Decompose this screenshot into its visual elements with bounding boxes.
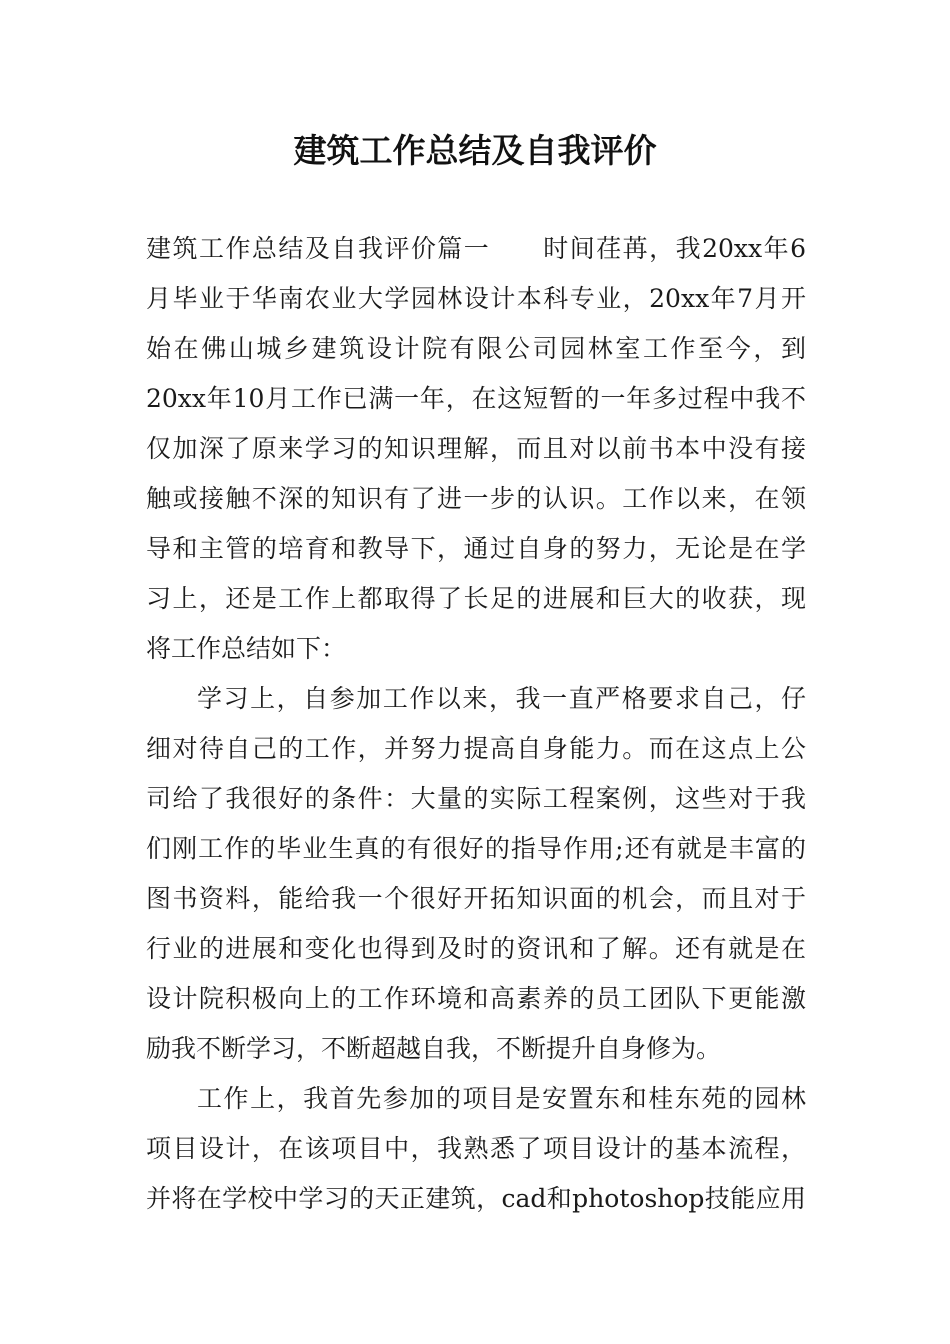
- paragraph-1-line-4: 20xx年10月工作已满一年，在这短暂的一年多过程中我不: [146, 384, 806, 413]
- paragraph-3-line-2: 项目设计，在该项目中，我熟悉了项目设计的基本流程，: [146, 1134, 806, 1163]
- paragraph-2-line-2: 细对待自己的工作，并努力提高自身能力。而在这点上公: [146, 734, 806, 763]
- paragraph-1-line-9: 将工作总结如下：: [146, 634, 347, 663]
- paragraph-2-line-6: 行业的进展和变化也得到及时的资讯和了解。还有就是在: [146, 934, 806, 963]
- paragraph-2-line-7: 设计院积极向上的工作环境和高素养的员工团队下更能激: [146, 984, 806, 1013]
- paragraph-3-line-3: 并将在学校中学习的天正建筑，cad和photoshop技能应用: [146, 1184, 806, 1213]
- paragraph-2-line-1: 学习上，自参加工作以来，我一直严格要求自己，仔: [197, 684, 806, 713]
- paragraph-2-line-8: 励我不断学习，不断超越自我，不断提升自身修为。: [146, 1034, 722, 1063]
- paragraph-1-line-7: 导和主管的培育和教导下，通过自身的努力，无论是在学: [146, 534, 806, 563]
- paragraph-2-line-3: 司给了我很好的条件：大量的实际工程案例，这些对于我: [146, 784, 806, 813]
- paragraph-1-line-2: 月毕业于华南农业大学园林设计本科专业，20xx年7月开: [146, 284, 806, 313]
- paragraph-1-line-6: 触或接触不深的知识有了进一步的认识。工作以来，在领: [146, 484, 806, 513]
- document-title: 建筑工作总结及自我评价: [293, 131, 657, 170]
- paragraph-1-line-5: 仅加深了原来学习的知识理解，而且对以前书本中没有接: [146, 434, 806, 463]
- paragraph-2-line-4: 们刚工作的毕业生真的有很好的指导作用;还有就是丰富的: [146, 834, 806, 863]
- paragraph-1-line-8: 习上，还是工作上都取得了长足的进展和巨大的收获，现: [146, 584, 806, 613]
- paragraph-3-line-1: 工作上，我首先参加的项目是安置东和桂东苑的园林: [197, 1084, 806, 1113]
- paragraph-1-line-1: 建筑工作总结及自我评价篇一 时间荏苒，我20xx年6: [146, 234, 806, 263]
- paragraph-2-line-5: 图书资料，能给我一个很好开拓知识面的机会，而且对于: [146, 884, 806, 913]
- paragraph-1-line-3: 始在佛山城乡建筑设计院有限公司园林室工作至今，到: [146, 334, 806, 363]
